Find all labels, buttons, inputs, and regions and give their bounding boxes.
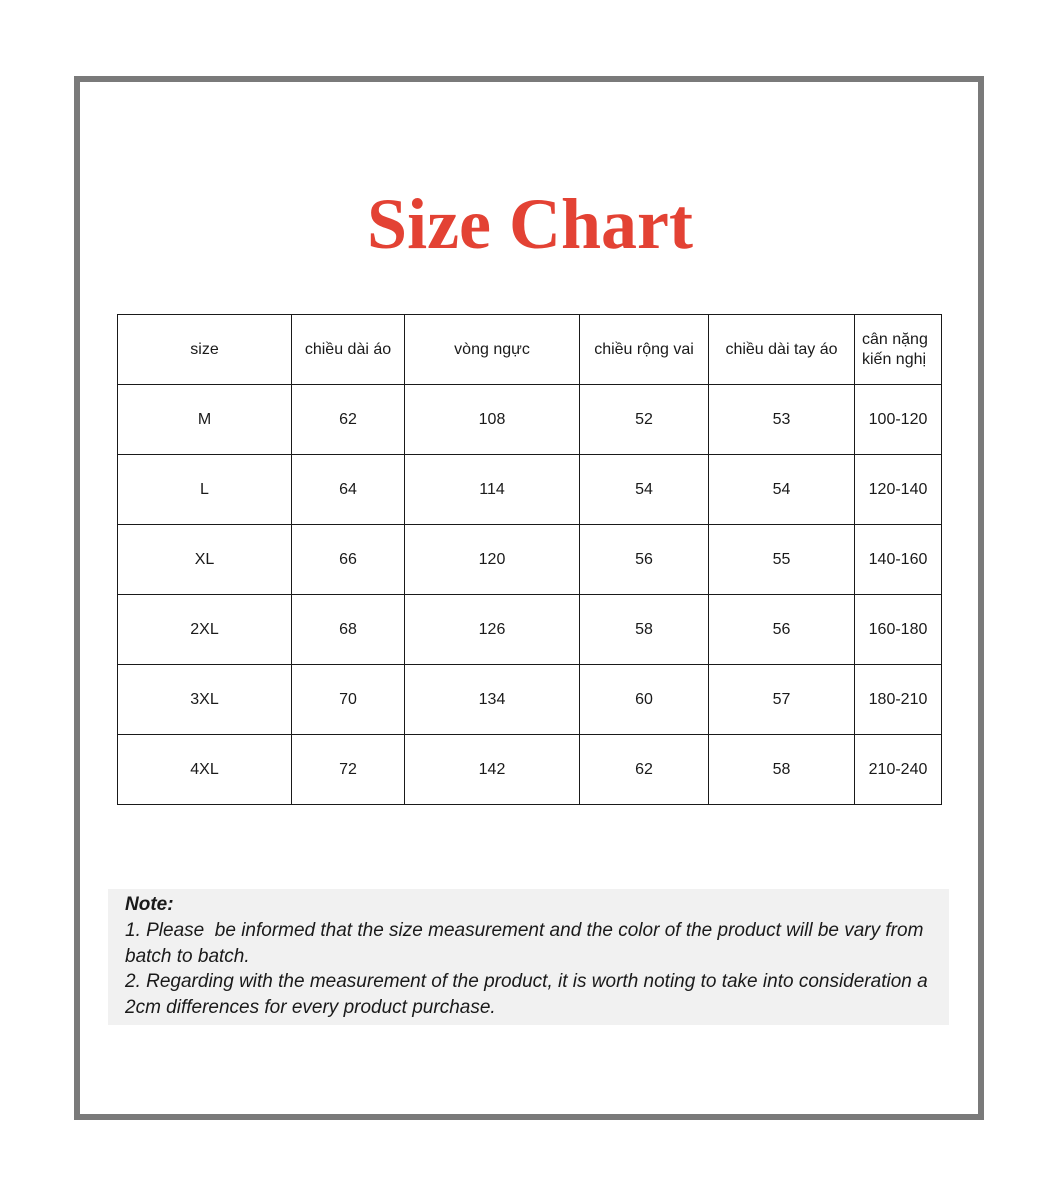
cell-size: 2XL: [118, 595, 292, 665]
cell-length: 72: [292, 735, 405, 805]
cell-size: 4XL: [118, 735, 292, 805]
cell-weight: 180-210: [855, 665, 942, 735]
header-weight: cân nặng kiến nghị: [855, 315, 942, 385]
cell-chest: 134: [405, 665, 580, 735]
cell-chest: 108: [405, 385, 580, 455]
cell-length: 62: [292, 385, 405, 455]
cell-weight: 120-140: [855, 455, 942, 525]
note-title: Note:: [125, 894, 174, 915]
cell-size: L: [118, 455, 292, 525]
cell-length: 70: [292, 665, 405, 735]
cell-sleeve: 55: [709, 525, 855, 595]
cell-size: XL: [118, 525, 292, 595]
table-header-row: [118, 315, 942, 385]
cell-weight: 140-160: [855, 525, 942, 595]
cell-chest: 126: [405, 595, 580, 665]
page-title: Size Chart: [367, 184, 693, 264]
cell-shoulder: 62: [580, 735, 709, 805]
header-sleeve: chiều dài tay áo: [709, 315, 855, 385]
cell-sleeve: 56: [709, 595, 855, 665]
cell-weight: 210-240: [855, 735, 942, 805]
note-line-1: 1. Please be informed that the size measurement and the color of the product will be vary from batch to batch.: [125, 919, 929, 967]
cell-sleeve: 58: [709, 735, 855, 805]
table-row: [118, 665, 942, 735]
header-length: chiều dài áo: [292, 315, 405, 385]
cell-sleeve: 53: [709, 385, 855, 455]
cell-shoulder: 52: [580, 385, 709, 455]
table-row: [118, 595, 942, 665]
cell-shoulder: 54: [580, 455, 709, 525]
cell-chest: 142: [405, 735, 580, 805]
cell-length: 66: [292, 525, 405, 595]
table-row: [118, 525, 942, 595]
cell-shoulder: 56: [580, 525, 709, 595]
cell-shoulder: 60: [580, 665, 709, 735]
note-box: [108, 889, 949, 1025]
cell-length: 64: [292, 455, 405, 525]
cell-size: M: [118, 385, 292, 455]
cell-sleeve: 54: [709, 455, 855, 525]
cell-size: 3XL: [118, 665, 292, 735]
cell-chest: 114: [405, 455, 580, 525]
header-shoulder: chiều rộng vai: [580, 315, 709, 385]
note-line-2: 2. Regarding with the measurement of the product, it is worth noting to take into consideration a 2cm differences for every product purchase.: [125, 971, 933, 1019]
cell-sleeve: 57: [709, 665, 855, 735]
table-row: [118, 735, 942, 805]
cell-weight: 100-120: [855, 385, 942, 455]
cell-shoulder: 58: [580, 595, 709, 665]
size-table: [117, 314, 942, 805]
cell-chest: 120: [405, 525, 580, 595]
header-size: size: [118, 315, 292, 385]
table-row: [118, 455, 942, 525]
cell-weight: 160-180: [855, 595, 942, 665]
cell-length: 68: [292, 595, 405, 665]
header-chest: vòng ngực: [405, 315, 580, 385]
table-row: [118, 385, 942, 455]
